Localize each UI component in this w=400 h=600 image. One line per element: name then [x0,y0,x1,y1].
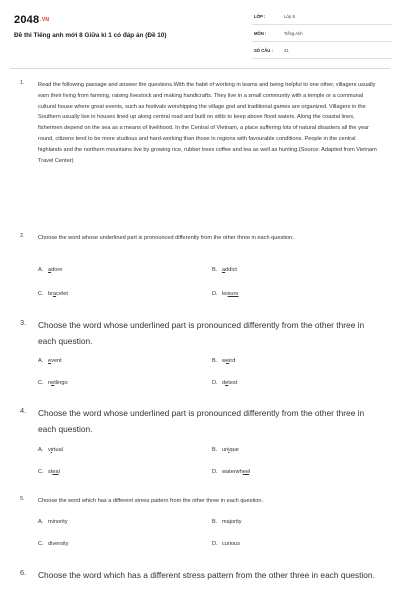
meta-key: MÔN : [254,31,267,36]
question-6 [20,568,380,600]
meta-key: SỐ CÂU : [254,48,273,53]
question-text: Choose the word whose underlined part is pronounced differently from the other three in each question. [38,408,365,434]
option-b[interactable]: B. weird [212,358,236,364]
meta-table [252,12,392,63]
option-a[interactable]: A. adore [38,267,63,273]
meta-value: Tiếng Anh [284,31,303,36]
logo-text: 2048 [14,14,40,26]
option-b[interactable]: B. majority [212,519,242,525]
meta-value: 41 [284,48,289,53]
option-a[interactable]: A. virtual [38,447,63,453]
question-number: 1. [20,80,25,86]
option-a[interactable]: A. minority [38,519,68,525]
meta-value: Lớp 8 [284,14,295,19]
question-number: 3. [20,318,27,327]
option-c[interactable]: C. diversity [38,541,69,547]
question-3 [20,318,380,393]
question-text: Choose the word which has a different stress pattern from the other three in each question. [38,570,375,580]
option-c[interactable]: C. netlingo [38,380,68,386]
page-header [0,0,400,72]
logo-suffix: .VN [40,17,50,23]
option-c[interactable]: C. bracelet [38,291,68,297]
question-text: Choose the word whose underlined part is pronounced differently from the other three in each question. [38,235,294,241]
question-number: 2. [20,233,25,239]
question-2 [20,233,380,303]
document-title: Đề thi Tiếng anh mới 8 Giữa kì 1 có đáp án (Đề 10) [14,32,167,39]
header-divider [10,68,390,69]
option-d[interactable]: D. leisure [212,291,239,297]
reading-passage: Read the following passage and answer the questions.With the habit of working in teams and being helpful to one other, villagers usually earn their living from farming, raising livestock and making handicrafts. They live in a small community with a temple or a communal cultural house where great events, such as festivals worshipping the village god and traditional games are organized. Villagers in the Southern usually live in houses lined up along central road and built on stilts to keep above flood waters. Along the coastal lines, fishermen depend on the sea as a means of livelihood. In the Central of Vietnam, a place suffering lots of natural disasters all the year round, citizens tend to be more studious and hard-working than those in regions with favourable conditions. People in the central highlands and the northern mountains live by growing rice, rubber trees coffee and tea as well as hunting.(Source: Adapted from Vietnam Travel Center) [38,82,377,164]
question-text: Choose the word which has a different stress pattern from the other three in each question. [38,498,264,504]
site-logo[interactable] [14,14,49,26]
meta-key: LỚP : [254,14,266,19]
option-a[interactable]: A. event [38,358,62,364]
question-1 [20,80,380,222]
meta-row-count [252,46,392,59]
question-4 [20,406,380,481]
question-number: 6. [20,568,27,577]
question-number: 4. [20,406,27,415]
question-5 [20,496,380,551]
option-b[interactable]: B. unique [212,447,239,453]
meta-row-subject [252,29,392,42]
option-d[interactable]: D. curious [212,541,241,547]
option-b[interactable]: B. addict [212,267,237,273]
meta-row-class [252,12,392,25]
option-d[interactable]: D. waterwheel [212,469,251,475]
option-c[interactable]: C. steal [38,469,60,475]
question-text: Choose the word whose underlined part is pronounced differently from the other three in each question. [38,320,365,346]
option-d[interactable]: D. detest [212,380,238,386]
question-number: 5. [20,496,25,502]
